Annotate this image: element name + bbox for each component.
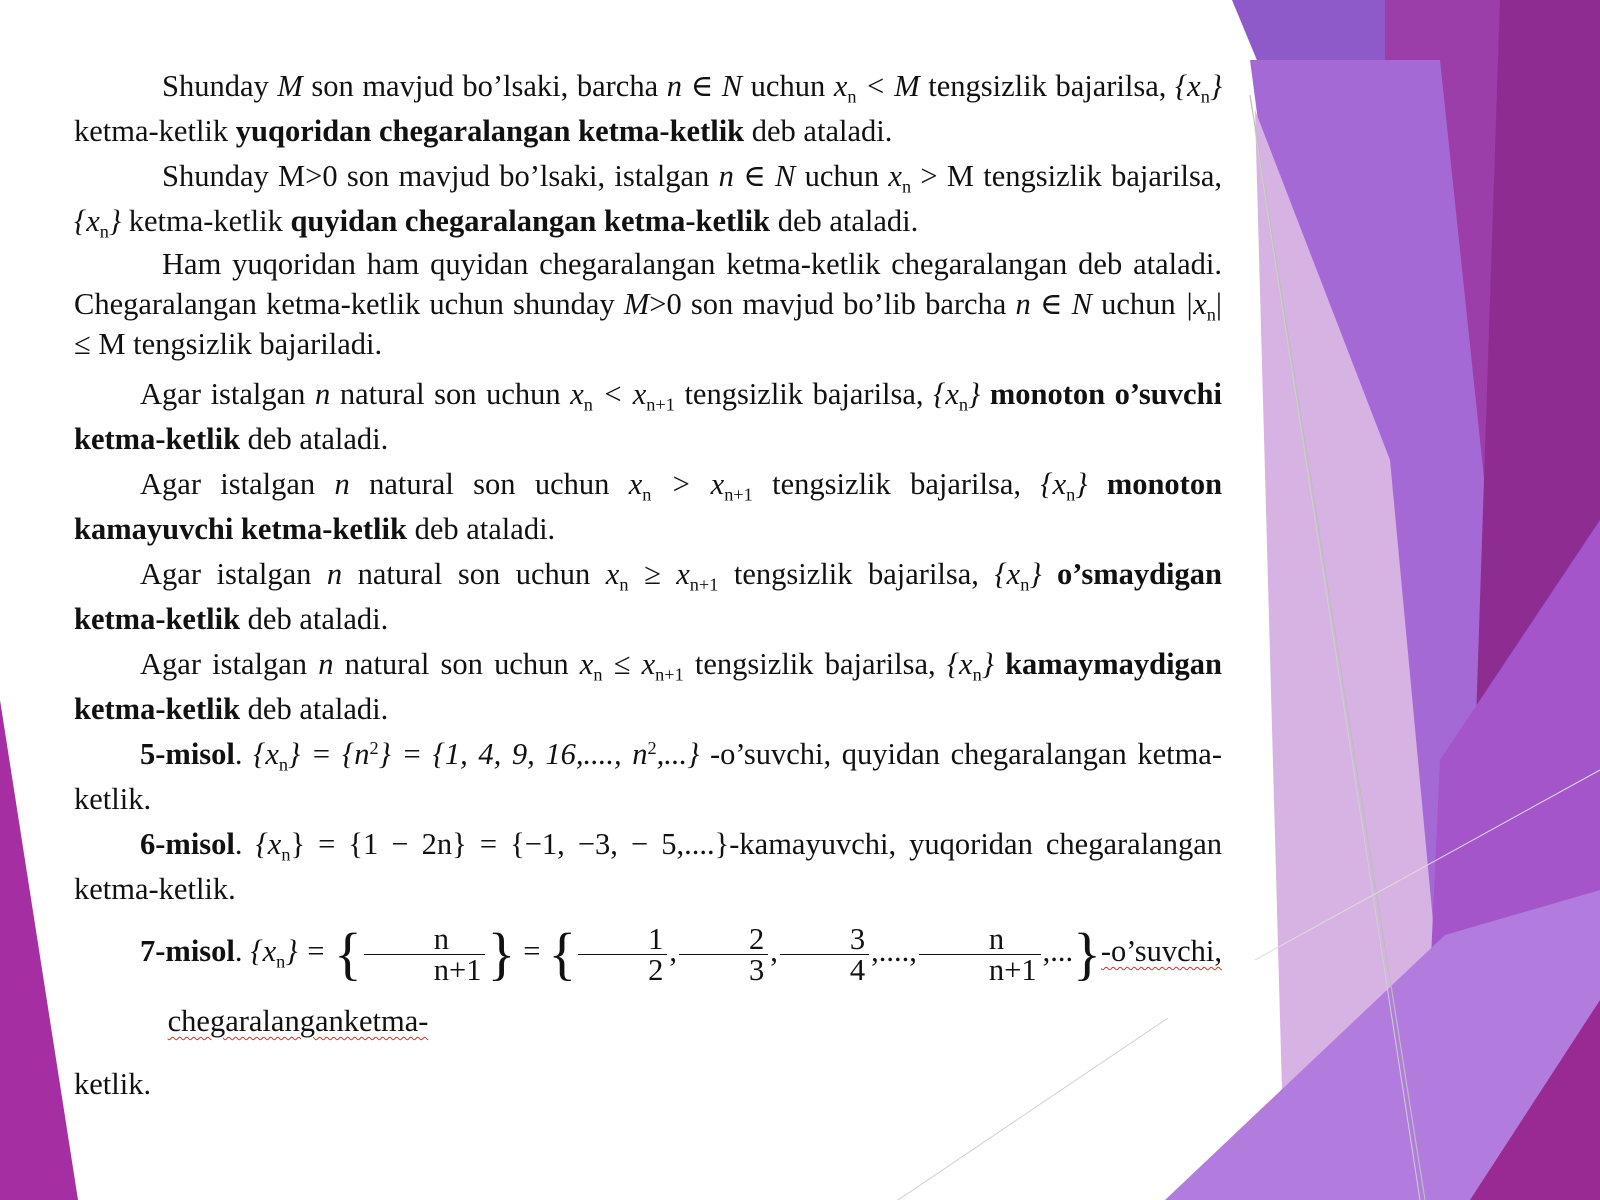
text: Shunday: [162, 69, 269, 103]
text: -o’suvchi,: [1100, 934, 1223, 968]
example-6: [74, 822, 1222, 912]
math-n: n: [315, 377, 331, 411]
example-5: [74, 732, 1222, 822]
text: deb ataladi.: [751, 114, 893, 148]
math-x: x: [833, 69, 848, 103]
math-seq: $\{x_n\}$: [933, 377, 981, 415]
text: bajarilsa,: [1111, 159, 1223, 193]
text: Ham yuqoridan ham quyidan chegaralangan ketma-ketlik chegaralangan deb ataladi. Chegaralangan ketma-ketlik uchun shunday: [74, 247, 1222, 321]
example-label: 7-misol: [140, 934, 235, 968]
text: Agar istalgan: [140, 377, 306, 411]
math-sub: n+1: [646, 394, 675, 415]
term-upper-bounded: yuqoridan chegaralangan ketma-ketlik: [235, 114, 745, 148]
text: tengsizlik bajarilsa,: [694, 647, 936, 681]
text: .: [234, 934, 243, 968]
math-sub: n: [593, 664, 603, 685]
math-x: x: [888, 159, 902, 193]
text: uchun: [1101, 287, 1176, 321]
term-monotone-decreasing: monoton kamayuvchi ketma-ketlik: [74, 467, 1223, 546]
math-sub: n: [847, 86, 857, 107]
term-monotone-increasing: monoton o’suvchi ketma-ketlik: [74, 377, 1222, 456]
math-rel: < x: [602, 377, 647, 411]
term-non-decreasing: kamaymaydigan ketma-ketlik: [74, 647, 1223, 726]
text: tengsizlik bajarilsa,: [684, 377, 924, 411]
math-n-in-N: n ∈ N: [666, 69, 743, 103]
math-sub: n+1: [655, 664, 684, 685]
text: -kamayuvchi, yuqoridan chegaralangan ketma-ketlik.: [74, 827, 1222, 906]
math-sub: n+1: [724, 484, 753, 505]
text: >0 son mavjud bo’lib barcha: [649, 287, 1007, 321]
math-sub: n: [583, 394, 593, 415]
text: natural son uchun: [357, 557, 591, 591]
math-rel: > x: [670, 467, 725, 501]
text: Shunday M>0 son mavjud bo’lsaki, istalgan: [162, 159, 710, 193]
text: deb ataladi.: [414, 512, 556, 546]
math-sub: n+1: [689, 574, 719, 595]
math-abs: $|x_n$: [1184, 287, 1216, 325]
text: ketlik.: [74, 1067, 152, 1101]
math-n: n: [334, 467, 350, 501]
text: uchun: [804, 159, 880, 193]
math-seq: $\{x_n\}$: [1040, 467, 1088, 505]
math-x: x: [579, 647, 594, 681]
math-lt-m: < M: [865, 69, 920, 103]
math-seq: $\{x_n\}$: [74, 204, 122, 242]
math-example-7: $\{x_n\}$ = { $\frac{n}{n+1}$ } = { $\frac{1}{2}$ , $\frac{2}{3}$ , $\frac{3}{4}$ ,...., $\frac{n}{n+1}$ ,...}: [250, 921, 1101, 987]
math-example-6: $\{x_n\} = \{1 - 2n\} = \{-1$, −3, − 5,....}: [255, 827, 730, 865]
paragraph-upper-bounded: [74, 64, 1222, 154]
math-rel: ≥ x: [643, 557, 690, 591]
paragraph-monotone-increasing: [74, 372, 1222, 462]
text: chegaralanganketma-: [167, 1004, 429, 1038]
text: tengsizlik bajarilsa,: [772, 467, 1022, 501]
paragraph-non-increasing: [74, 552, 1222, 642]
text: | ≤ M tengsizlik bajariladi.: [74, 287, 1223, 361]
paragraph-bounded: [74, 244, 1222, 364]
text: Agar istalgan: [140, 647, 308, 681]
math-sub: n: [619, 574, 629, 595]
math-rel: ≤ x: [613, 647, 656, 681]
term-lower-bounded: quyidan chegaralangan ketma-ketlik: [290, 204, 771, 238]
example-7-continued: [74, 1062, 1222, 1107]
example-label: 6-misol: [140, 827, 235, 861]
math-n: n: [326, 557, 343, 591]
term-non-increasing: o’smaydigan ketma-ketlik: [74, 557, 1222, 636]
math-sub: n: [901, 176, 912, 197]
math-sub: n: [642, 484, 652, 505]
text: Agar istalgan: [140, 557, 312, 591]
deco-facet-left: [0, 700, 78, 1200]
paragraph-lower-bounded: [74, 154, 1222, 244]
math-n-in-N: n ∈ N: [1015, 287, 1092, 321]
text: > M tengsizlik: [920, 159, 1102, 193]
text: .: [234, 827, 243, 861]
text: Agar istalgan: [140, 467, 316, 501]
text: uchun: [750, 69, 826, 103]
math-x: x: [605, 557, 620, 591]
text: natural son uchun: [344, 647, 569, 681]
text: son mavjud bo’lsaki, barcha: [311, 69, 659, 103]
slide-body: [74, 64, 1222, 1107]
example-7: [74, 916, 1222, 1056]
math-n-in-N: n ∈ N: [718, 159, 796, 193]
math-seq: $\{x_n\}$: [994, 557, 1042, 595]
text: tengsizlik: [928, 69, 1047, 103]
text: deb ataladi.: [247, 422, 389, 456]
math-seq: $\{x_n\}$: [946, 647, 994, 685]
text: ketma-ketlik: [74, 114, 229, 148]
text: natural son uchun: [369, 467, 610, 501]
math-m: M: [623, 287, 650, 321]
math-x: x: [628, 467, 643, 501]
paragraph-non-decreasing: [74, 642, 1222, 732]
text: deb ataladi.: [247, 602, 389, 636]
text: .: [234, 737, 243, 771]
text: deb ataladi.: [247, 692, 389, 726]
math-example-5: $\{x_n\} = \{n^2\} = \{1$, 4, 9, 16,...., $n^2$,...}: [253, 737, 700, 775]
math-n: n: [318, 647, 334, 681]
text: ketma-ketlik: [128, 204, 283, 238]
text: natural son uchun: [339, 377, 561, 411]
example-label: 5-misol: [140, 737, 235, 771]
paragraph-monotone-decreasing: [74, 462, 1222, 552]
text: deb ataladi.: [777, 204, 919, 238]
math-seq: $\{x_n\}$: [1174, 69, 1223, 107]
text: bajarilsa,: [1055, 69, 1167, 103]
text: -o’suvchi, quyidan chegaralangan ketma-ketlik.: [74, 737, 1223, 816]
text: tengsizlik bajarilsa,: [733, 557, 979, 591]
math-x: x: [570, 377, 584, 411]
math-m: M: [277, 69, 303, 103]
